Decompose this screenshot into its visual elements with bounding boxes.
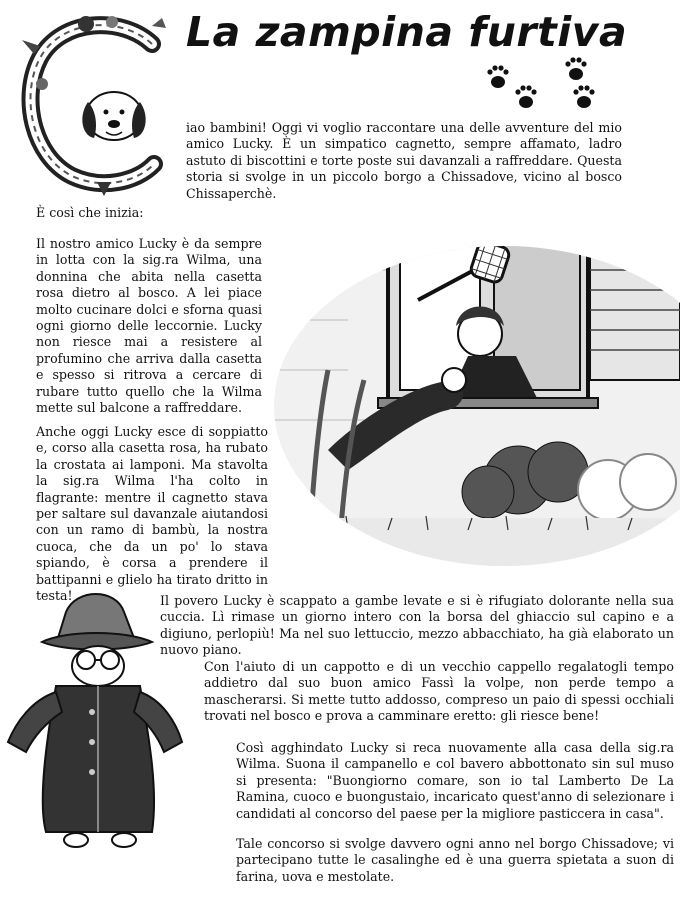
story-paragraph-3: Il povero Lucky è scappato a gambe levate e si è rifugiato dolorante nella sua cuccia. Lì rimase un giorno intero con la borsa del ghiaccio sul capino e a digiuno, perlopiù! Ma nel suo lettuccio, mezzo abbacchiato, ha già elaborato un nuovo piano. bbox=[160, 593, 674, 658]
drop-cap-c-illustration bbox=[2, 6, 182, 206]
story-paragraph-2: Anche oggi Lucky esce di soppiatto e, corso alla casetta rosa, ha rubato la crostata ai lamponi. Ma stavolta la sig.ra Wilma l'ha colto in flagrante: mentre il cagnetto stava per saltare sul davanzale aiutandosi con un ramo di bambù, la nostra cuoca, che da un po' lo stava spiando, è corsa a prendere il battipanni e glielo ha tirato dritto in testa! bbox=[36, 424, 268, 604]
story-paragraph-6: Tale concorso si svolge davvero ogni anno nel borgo Chissadove; vi partecipano tutte le casalinghe ed è una guerra spietata a suon di farina, uova e mestolate. bbox=[236, 836, 674, 884]
disguised-dog-illustration bbox=[6, 582, 186, 852]
story-paragraph-1: Il nostro amico Lucky è da sempre in lotta con la sig.ra Wilma, una donnina che abita nella casetta rosa dietro al bosco. A lei piace molto cucinare dolci e sforna quasi ogni giorno delle leccornie. Lucky non riesce mai a resistere al profumino che arriva dalla casetta e spesso si ritrova a cercare di rubare tutto quello che la Wilma mette sul balcone a raffreddare. bbox=[36, 236, 262, 416]
window-scene-illustration bbox=[268, 230, 680, 570]
story-paragraph-5: Così agghindato Lucky si reca nuovamente alla casa della sig.ra Wilma. Suona il campanello e col bavero abbottonato sin sul muso si presenta: "Buongiorno comare, son io tal Lamberto De La Ramina, cuoco e buongustaio, incaricato quest'anno di selezionare i candidati al concorso del paese per la migliore pasticcera in casa". bbox=[236, 740, 674, 821]
paw-prints-icon bbox=[484, 54, 604, 114]
page-title: La zampina furtiva bbox=[186, 8, 628, 56]
story-paragraph-4: Con l'aiuto di un cappotto e di un vecchio cappello regalatogli tempo addietro dal suo buon amico Fassì la volpe, non perde tempo a mascherarsi. Si mette tutto addosso, compreso un paio di spessi occhiali trovati nel bosco e prova a camminare eretto: gli riesce bene! bbox=[204, 659, 674, 724]
section-lead: È così che inizia: bbox=[36, 205, 144, 220]
intro-paragraph: iao bambini! Oggi vi voglio raccontare una delle avventure del mio amico Lucky. È un simpatico cagnetto, sempre affamato, ladro astuto di biscottini e torte poste sui davanzali a raffreddare. Questa storia si svolge in un piccolo borgo a Chissadove, vicino al bosco Chissaperchè. bbox=[186, 120, 622, 201]
